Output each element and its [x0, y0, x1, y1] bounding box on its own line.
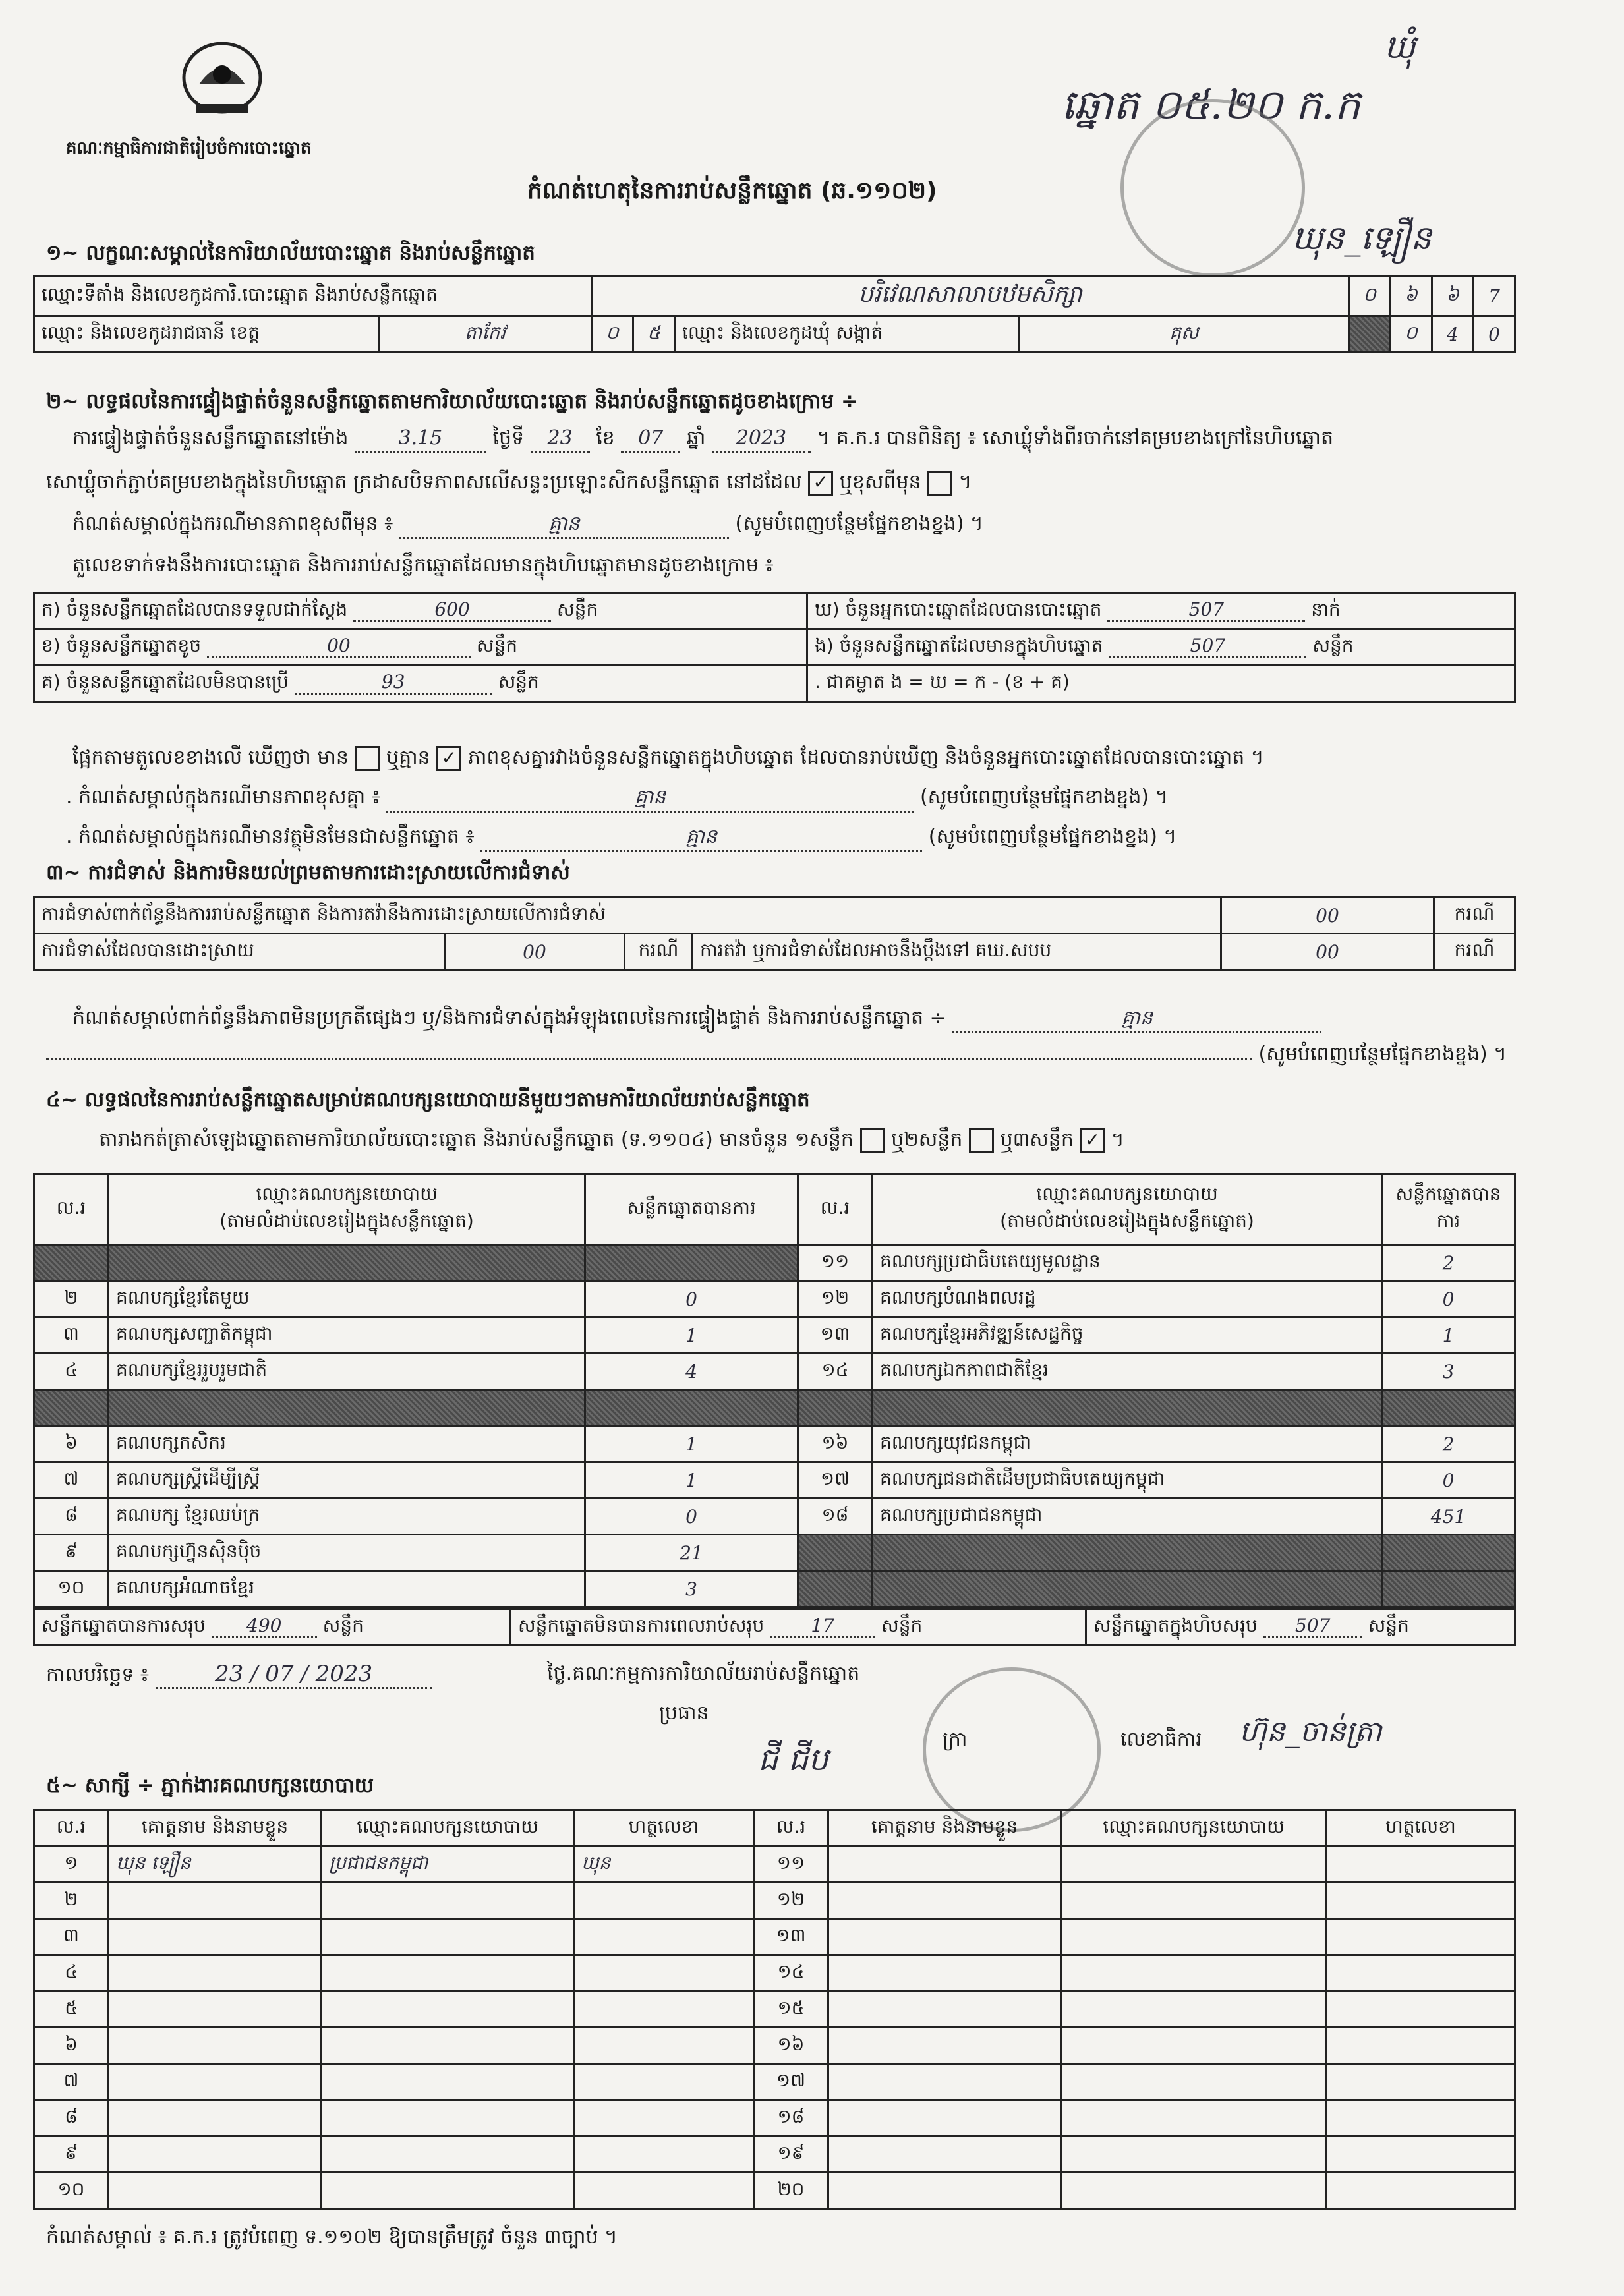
- witness-cell-4: ១៥: [754, 1992, 828, 2028]
- witness-cell-6: [1061, 2100, 1327, 2137]
- witness-cell-6: [1061, 1883, 1327, 1919]
- right-no-cell: [798, 1390, 873, 1426]
- witness-cell-5: [828, 2137, 1061, 2173]
- witness-cell-2: [322, 2028, 574, 2064]
- w-col-no-left: ល.រ: [34, 1810, 109, 1847]
- table-row: [34, 1354, 1515, 1390]
- witness-cell-3: [574, 2137, 754, 2173]
- witness-cell-6: [1061, 2064, 1327, 2100]
- change-note-label: កំណត់សម្គាល់ក្នុងករណីមានភាពខុសពីមុន ៖: [72, 512, 393, 535]
- discrepancy-note: . កំណត់សម្គាល់ក្នុងករណីមានភាពខុសគ្នា ៖ គ្មាន (សូមបំពេញបន្ថែមផ្នែកខាងខ្នង) ។: [66, 784, 1168, 813]
- witness-cell-4: ១៧: [754, 2064, 828, 2100]
- right-votes-cell: 0: [1382, 1281, 1515, 1317]
- province-label: ឈ្មោះ និងលេខកូដរាជធានី ខេត្ត: [34, 316, 379, 353]
- location-code-3: ៦: [1432, 277, 1474, 316]
- witness-cell-3: [574, 2100, 754, 2137]
- witness-cell-1: ឃុន ឡឿន: [109, 1847, 322, 1883]
- witness-cell-7: [1327, 1883, 1515, 1919]
- table-row: [34, 1317, 1515, 1354]
- three-sheet-checkbox[interactable]: ✓: [1080, 1128, 1105, 1153]
- table-row: [34, 1499, 1515, 1535]
- verification-time-label: ការផ្ទៀងផ្ទាត់ចំនួនសន្លឹកឆ្នោតនៅម៉ោង: [72, 426, 349, 449]
- witness-cell-2: [322, 1992, 574, 2028]
- witness-cell-1: [109, 1955, 322, 1992]
- witness-cell-0: ៨: [34, 2100, 109, 2137]
- one-sheet-checkbox[interactable]: [860, 1128, 885, 1153]
- witness-cell-4: ២០: [754, 2173, 828, 2209]
- verification-text: ។ គ.ក.រ បានពិនិត្យ ៖ សោឃ្លុំទាំងពីរចាក់នៅគម្របខាងក្រៅនៃហិបឆ្នោត: [817, 426, 1333, 449]
- right-name-cell: [873, 1571, 1382, 1607]
- witness-cell-6: [1061, 1919, 1327, 1955]
- handwritten-note-2: ឃុំ: [1384, 28, 1416, 66]
- witness-cell-5: [828, 2064, 1061, 2100]
- witness-cell-2: ប្រជាជនកម្ពុជា: [322, 1847, 574, 1883]
- figure-b: ខ) ចំនួនសន្លឹកឆ្នោតខូច 00 សន្លឹក: [34, 629, 807, 666]
- section1-heading: ១~ លក្ខណៈសម្គាល់នៃការិយាល័យបោះឆ្នោត និងរាប់សន្លឹកឆ្នោត: [46, 241, 535, 265]
- w-col-sig-right: ហត្ថលេខា: [1327, 1810, 1515, 1847]
- figure-a: ក) ចំនួនសន្លឹកឆ្នោតដែលបានទទួលជាក់ស្តែង 600 សន្លឹក: [34, 593, 807, 629]
- witness-cell-0: ១: [34, 1847, 109, 1883]
- objection-label: ការជំទាស់ពាក់ព័ន្ធនឹងការរាប់សន្លឹកឆ្នោត និងការតវ៉ានឹងការដោះស្រាយលើការជំទាស់: [34, 898, 1221, 934]
- left-votes-cell: 0: [585, 1281, 798, 1317]
- has-discrepancy-checkbox[interactable]: [355, 746, 380, 771]
- table-row: [34, 2028, 1515, 2064]
- changed-checkbox[interactable]: [927, 471, 952, 496]
- left-name-cell: គណបក្សស្ត្រីដើម្បីស្ត្រី: [109, 1462, 585, 1499]
- left-no-cell: ៩: [34, 1535, 109, 1571]
- left-votes-cell: 1: [585, 1462, 798, 1499]
- witness-cell-2: [322, 2137, 574, 2173]
- left-name-cell: គណបក្ស ខ្មែរឈប់ក្រ: [109, 1499, 585, 1535]
- witness-cell-6: [1061, 1992, 1327, 2028]
- results-table: [33, 1173, 1516, 1608]
- w-col-name-right: គោត្តនាម និងនាមខ្លួន: [828, 1810, 1061, 1847]
- left-name-cell: គណបក្សសញ្ជាតិកម្ពុជា: [109, 1317, 585, 1354]
- witness-cell-6: [1061, 2173, 1327, 2209]
- right-votes-cell: [1382, 1571, 1515, 1607]
- right-votes-cell: 0: [1382, 1462, 1515, 1499]
- irregularity-note: កំណត់សម្គាល់ពាក់ព័ន្ធនឹងភាពមិនប្រក្រតីផ្សេងៗ ឬ/និងការជំទាស់ក្នុងអំឡុងពេលនៃការផ្ទៀងផ្ទាត់ និងការរាប់សន្លឹកឆ្នោត ÷ គ្មាន: [72, 1005, 1321, 1033]
- nec-emblem: [173, 38, 272, 124]
- witness-cell-4: ១១: [754, 1847, 828, 1883]
- witness-cell-3: [574, 1992, 754, 2028]
- w-col-party-left: ឈ្មោះគណបក្សនយោបាយ: [322, 1810, 574, 1847]
- figures-intro: តួលេខទាក់ទងនឹងការបោះឆ្នោត និងការរាប់សន្លឹកឆ្នោតដែលមានក្នុងហិបឆ្នោតមានដូចខាងក្រោម ៖: [72, 554, 774, 577]
- right-no-cell: [798, 1571, 873, 1607]
- location-code-4: 7: [1474, 277, 1515, 316]
- witness-cell-3: [574, 2064, 754, 2100]
- irregularity-note-tail: (សូមបំពេញបន្ថែមផ្នែកខាងខ្នង) ។: [46, 1041, 1507, 1068]
- date-line: កាលបរិច្ឆេទ ៖ 23 / 07 / 2023: [46, 1661, 432, 1689]
- right-no-cell: ១១: [798, 1245, 873, 1281]
- witness-cell-5: [828, 2173, 1061, 2209]
- resolved-case: ករណី: [625, 934, 693, 970]
- section1-table: [33, 275, 1516, 353]
- appeal-case: ករណី: [1434, 934, 1515, 970]
- table-row: [34, 1992, 1515, 2028]
- left-no-cell: ៨: [34, 1499, 109, 1535]
- witness-cell-0: ២: [34, 1883, 109, 1919]
- right-no-cell: ១៧: [798, 1462, 873, 1499]
- year-label: ឆ្នាំ: [686, 426, 706, 449]
- witness-cell-1: [109, 2173, 322, 2209]
- section5-heading: ៥~ សាក្សី ÷ ភ្នាក់ងារគណបក្សនយោបាយ: [46, 1773, 374, 1797]
- left-name-cell: [109, 1390, 585, 1426]
- table-row: [34, 2100, 1515, 2137]
- table-row: [34, 1281, 1515, 1317]
- province-code-2: ៥: [633, 316, 675, 353]
- witness-cell-0: ៩: [34, 2137, 109, 2173]
- total-valid: សន្លឹកឆ្នោតបានការសរុប 490 សន្លឹក: [34, 1609, 511, 1646]
- witness-cell-6: [1061, 1847, 1327, 1883]
- appeal-label: ការតវ៉ា ឬការជំទាស់ដែលអាចនឹងប្តឹងទៅ គឃ.សបប: [693, 934, 1221, 970]
- witness-cell-5: [828, 1847, 1061, 1883]
- left-votes-cell: 3: [585, 1571, 798, 1607]
- right-name-cell: គណបក្សជនជាតិដើមប្រជាធិបតេយ្យកម្ពុជា: [873, 1462, 1382, 1499]
- changed-label: ឬខុសពីមុន: [839, 471, 921, 494]
- location-code-2: ៦: [1391, 277, 1432, 316]
- figure-d: ឃ) ចំនួនអ្នកបោះឆ្នោតដែលបានបោះឆ្នោត 507 នាក់: [807, 593, 1515, 629]
- committee-label: ថ្ងៃ.គណៈកម្មការការិយាល័យរាប់សន្លឹកឆ្នោត: [547, 1662, 860, 1685]
- objection-value: 00: [1221, 898, 1434, 934]
- witness-cell-2: [322, 1955, 574, 1992]
- witness-cell-4: ១៦: [754, 2028, 828, 2064]
- witness-cell-1: [109, 1919, 322, 1955]
- witness-cell-6: [1061, 1955, 1327, 1992]
- witness-cell-3: [574, 1883, 754, 1919]
- witness-cell-1: [109, 1992, 322, 2028]
- change-note-value: គ្មាន: [399, 511, 729, 539]
- witness-cell-7: [1327, 1919, 1515, 1955]
- foreign-object-note: . កំណត់សម្គាល់ក្នុងករណីមានវត្ថុមិនមែនជាសន្លឹកឆ្នោត ៖ គ្មាន (សូមបំពេញបន្ថែមផ្នែកខាងខ្នង) ។: [66, 824, 1176, 852]
- seal-text: សោឃ្លុំចាក់ភ្ជាប់គម្របខាងក្នុងនៃហិបឆ្នោត ក្រដាសបិទភាពសលើសន្ទះប្រឡោះសិកសន្លឹកឆ្នោត នៅដដែល: [46, 471, 802, 494]
- right-name-cell: គណបក្សខ្មែរអភិវឌ្ឍន៍សេដ្ឋកិច្ច: [873, 1317, 1382, 1354]
- right-no-cell: ១៣: [798, 1317, 873, 1354]
- witness-cell-4: ១៣: [754, 1919, 828, 1955]
- verification-month: 07: [621, 425, 680, 453]
- left-no-cell: ៦: [34, 1426, 109, 1462]
- table-row: [34, 1847, 1515, 1883]
- w-col-name-left: គោត្តនាម និងនាមខ្លួន: [109, 1810, 322, 1847]
- witness-cell-4: ១៨: [754, 2100, 828, 2137]
- commune-code-2: ០: [1391, 316, 1432, 353]
- witness-cell-6: [1061, 2137, 1327, 2173]
- witness-cell-1: [109, 2064, 322, 2100]
- witness-cell-1: [109, 1883, 322, 1919]
- witness-cell-0: ៧: [34, 2064, 109, 2100]
- verification-time: 3.15: [355, 425, 486, 453]
- col-no-left: ល.រ: [34, 1174, 109, 1245]
- witness-cell-2: [322, 2064, 574, 2100]
- left-votes-cell: [585, 1390, 798, 1426]
- secretary-signature: ហ៊ុន_ចាន់ត្រា: [1239, 1715, 1382, 1748]
- section4-heading: ៤~ លទ្ធផលនៃការរាប់សន្លឹកឆ្នោតសម្រាប់គណបក្សនយោបាយនីមួយៗតាមការិយាល័យរាប់សន្លឹកឆ្នោត: [46, 1088, 810, 1112]
- witness-cell-4: ១៤: [754, 1955, 828, 1992]
- figure-e: ង) ចំនួនសន្លឹកឆ្នោតដែលមានក្នុងហិបឆ្នោត 507 សន្លឹក: [807, 629, 1515, 666]
- right-name-cell: [873, 1535, 1382, 1571]
- witness-cell-3: [574, 1919, 754, 1955]
- witness-cell-3: [574, 2028, 754, 2064]
- month-label: ខែ: [596, 426, 615, 449]
- table-row: [34, 1390, 1515, 1426]
- verification-year: 2023: [712, 425, 811, 453]
- right-name-cell: គណបក្សយុវជនកម្ពុជា: [873, 1426, 1382, 1462]
- left-name-cell: គណបក្សខ្មែររួបរួមជាតិ: [109, 1354, 585, 1390]
- witness-cell-7: [1327, 1955, 1515, 1992]
- official-stamp-top: [1120, 99, 1305, 277]
- gap-formula: . ជាគម្លាត ង = ឃ = ក - (ខ + គ): [807, 666, 1515, 702]
- table-row: [34, 1955, 1515, 1992]
- witness-cell-1: [109, 2028, 322, 2064]
- verification-day: 23: [531, 425, 590, 453]
- left-no-cell: ៧: [34, 1462, 109, 1499]
- section3-heading: ៣~ ការជំទាស់ និងការមិនយល់ព្រមតាមការដោះស្រាយលើការជំទាស់: [46, 861, 570, 884]
- witness-cell-0: ៤: [34, 1955, 109, 1992]
- witness-cell-4: ១៩: [754, 2137, 828, 2173]
- seal-line: សោឃ្លុំចាក់ភ្ជាប់គម្របខាងក្នុងនៃហិបឆ្នោត ក្រដាសបិទភាពសលើសន្ទះប្រឡោះសិកសន្លឹកឆ្នោត នៅដដែល ✓ ឬខុសពីមុន ។: [46, 469, 972, 496]
- left-name-cell: គណបក្សខ្មែរតែមួយ: [109, 1281, 585, 1317]
- right-votes-cell: 3: [1382, 1354, 1515, 1390]
- right-name-cell: គណបក្សបំណងពលរដ្ឋ: [873, 1281, 1382, 1317]
- col-votes-right: សន្លឹកឆ្នោតបានការ: [1382, 1174, 1515, 1245]
- table-row: [34, 1919, 1515, 1955]
- commune-code-3: 4: [1432, 316, 1474, 353]
- witness-cell-7: [1327, 2064, 1515, 2100]
- left-votes-cell: 4: [585, 1354, 798, 1390]
- col-votes-left: សន្លឹកឆ្នោតបានការ: [585, 1174, 798, 1245]
- verification-line: [72, 425, 1333, 453]
- table-row: [34, 1535, 1515, 1571]
- total-invalid: សន្លឹកឆ្នោតមិនបានការពេលរាប់សរុប 17 សន្លឹក: [511, 1609, 1086, 1646]
- chair-label: ប្រធាន: [659, 1702, 709, 1725]
- left-no-cell: ២: [34, 1281, 109, 1317]
- right-votes-cell: [1382, 1535, 1515, 1571]
- right-votes-cell: 2: [1382, 1245, 1515, 1281]
- right-no-cell: ១៤: [798, 1354, 873, 1390]
- witness-cell-7: [1327, 2137, 1515, 2173]
- witness-cell-1: [109, 2100, 322, 2137]
- total-box: សន្លឹកឆ្នោតក្នុងហិបសរុប 507 សន្លឹក: [1086, 1609, 1515, 1646]
- member-label: ក្រា: [942, 1728, 968, 1751]
- commune-label: ឈ្មោះ និងលេខកូដឃុំ សង្កាត់: [675, 316, 1020, 353]
- location-label: ឈ្មោះទីតាំង និងលេខកូដការិ.បោះឆ្នោត និងរាប់សន្លឹកឆ្នោត: [34, 277, 592, 316]
- left-votes-cell: 0: [585, 1499, 798, 1535]
- witness-cell-0: ៣: [34, 1919, 109, 1955]
- commune-code-1: [1349, 316, 1391, 353]
- totals-table: [33, 1608, 1516, 1646]
- right-no-cell: ១៦: [798, 1426, 873, 1462]
- chair-signature: ជី ជីប: [758, 1741, 828, 1778]
- witness-cell-4: ១២: [754, 1883, 828, 1919]
- witness-cell-5: [828, 1883, 1061, 1919]
- col-party-left: ឈ្មោះគណបក្សនយោបាយ (តាមលំដាប់លេខរៀងក្នុងសន្លឹកឆ្នោត): [109, 1174, 585, 1245]
- appeal-value: 00: [1221, 934, 1434, 970]
- right-name-cell: គណបក្សប្រជាជនកម្ពុជា: [873, 1499, 1382, 1535]
- witness-cell-7: [1327, 1847, 1515, 1883]
- left-votes-cell: 1: [585, 1317, 798, 1354]
- section2-heading: ២~ លទ្ធផលនៃការផ្ទៀងផ្ទាត់ចំនួនសន្លឹកឆ្នោតតាមការិយាល័យបោះឆ្នោត និងរាប់សន្លឹកឆ្នោតដូចខាងក្រោម ÷: [46, 389, 858, 413]
- no-discrepancy-checkbox[interactable]: ✓: [436, 746, 461, 771]
- witness-cell-7: [1327, 2100, 1515, 2137]
- left-name-cell: គណបក្សហ្វ៊ុនស៊ិនប៉ិច: [109, 1535, 585, 1571]
- right-no-cell: ១៨: [798, 1499, 873, 1535]
- figures-table: [33, 592, 1516, 703]
- right-name-cell: គណបក្សប្រជាធិបតេយ្យមូលដ្ឋាន: [873, 1245, 1382, 1281]
- left-no-cell: ១០: [34, 1571, 109, 1607]
- witness-cell-5: [828, 2028, 1061, 2064]
- resolved-value: 00: [445, 934, 625, 970]
- witness-cell-5: [828, 1992, 1061, 2028]
- table-row: [34, 2173, 1515, 2209]
- w-col-no-right: ល.រ: [754, 1810, 828, 1847]
- witness-cell-3: [574, 1955, 754, 1992]
- right-no-cell: ១២: [798, 1281, 873, 1317]
- figure-c: គ) ចំនួនសន្លឹកឆ្នោតដែលមិនបានប្រើ 93 សន្លឹក: [34, 666, 807, 702]
- change-note-tail: (សូមបំពេញបន្ថែមផ្នែកខាងខ្នង) ។: [735, 512, 983, 535]
- committee-name: គណៈកម្មាធិការជាតិរៀបចំការបោះឆ្នោត: [66, 138, 312, 158]
- left-no-cell: [34, 1245, 109, 1281]
- commune-code-4: 0: [1474, 316, 1515, 353]
- commune-value: គុស: [1020, 316, 1349, 353]
- handwritten-note: ឆ្នោត ០៥.២០ ក.ក: [1061, 80, 1361, 129]
- right-name-cell: គណបក្សឯកភាពជាតិខ្មែរ: [873, 1354, 1382, 1390]
- w-col-sig-left: ហត្ថលេខា: [574, 1810, 754, 1847]
- witness-cell-5: [828, 1919, 1061, 1955]
- table-row: [34, 1245, 1515, 1281]
- secretary-label: លេខាធិការ: [1120, 1728, 1202, 1751]
- right-votes-cell: 2: [1382, 1426, 1515, 1462]
- right-votes-cell: 1: [1382, 1317, 1515, 1354]
- witness-cell-2: [322, 1919, 574, 1955]
- table-row: [34, 2137, 1515, 2173]
- witness-cell-7: [1327, 1992, 1515, 2028]
- change-note-line: [72, 511, 983, 539]
- left-no-cell: [34, 1390, 109, 1426]
- table-row: [34, 1426, 1515, 1462]
- right-votes-cell: 451: [1382, 1499, 1515, 1535]
- right-name-cell: [873, 1390, 1382, 1426]
- location-code-1: ០: [1349, 277, 1391, 316]
- left-name-cell: [109, 1245, 585, 1281]
- right-votes-cell: [1382, 1390, 1515, 1426]
- witness-cell-7: [1327, 2173, 1515, 2209]
- left-no-cell: ៣: [34, 1317, 109, 1354]
- witness-cell-0: ៥: [34, 1992, 109, 2028]
- page-title: កំណត់ហេតុនៃការរាប់សន្លឹកឆ្នោត (ឆ.១១០២): [527, 177, 937, 204]
- table-row: [34, 2064, 1515, 2100]
- witness-table: [33, 1809, 1516, 2210]
- province-code-1: ០: [592, 316, 633, 353]
- left-votes-cell: [585, 1245, 798, 1281]
- witness-cell-2: [322, 2100, 574, 2137]
- left-votes-cell: 1: [585, 1426, 798, 1462]
- w-col-party-right: ឈ្មោះគណបក្សនយោបាយ: [1061, 1810, 1327, 1847]
- witness-cell-5: [828, 2100, 1061, 2137]
- handwritten-name-top: ឃុន_ឡឿន: [1292, 219, 1432, 257]
- discrepancy-line: ផ្អែកតាមតួលេខខាងលើ ឃើញថា មាន ឬគ្មាន ✓ ភាពខុសគ្នារវាងចំនួនសន្លឹកឆ្នោតក្នុងហិបឆ្នោត ដែលបានរាប់ឃើញ និងចំនួនអ្នកបោះឆ្នោតដែលបានបោះឆ្នោត ។: [72, 745, 1264, 771]
- col-party-right: ឈ្មោះគណបក្សនយោបាយ (តាមលំដាប់លេខរៀងក្នុងសន្លឹកឆ្នោត): [873, 1174, 1382, 1245]
- table-row: [34, 1571, 1515, 1607]
- table-row: [34, 1462, 1515, 1499]
- left-votes-cell: 21: [585, 1535, 798, 1571]
- left-name-cell: គណបក្សអំណាចខ្មែរ: [109, 1571, 585, 1607]
- witness-cell-6: [1061, 2028, 1327, 2064]
- same-checkbox[interactable]: ✓: [808, 471, 833, 496]
- tally-sheet-line: តារាងកត់ត្រាសំឡេងឆ្នោតតាមការិយាល័យបោះឆ្នោត និងរាប់សន្លឹកឆ្នោត (ទ.១១០៤) មានចំនួន ១សន្លឹក ឬ២សន្លឹក ឬ៣សន្លឹក ✓ ។: [99, 1127, 1124, 1153]
- province-value: តាកែវ: [379, 316, 592, 353]
- two-sheet-checkbox[interactable]: [969, 1128, 994, 1153]
- witness-cell-5: [828, 1955, 1061, 1992]
- location-value: បរិវេណសាលាបឋមសិក្សា: [592, 277, 1349, 316]
- witness-cell-3: [574, 2173, 754, 2209]
- witness-cell-0: ១០: [34, 2173, 109, 2209]
- col-no-right: ល.រ: [798, 1174, 873, 1245]
- right-no-cell: [798, 1535, 873, 1571]
- footer-note: កំណត់សម្គាល់ ៖ គ.ក.រ ត្រូវបំពេញ ទ.១១០២ ឱ្យបានត្រឹមត្រូវ ចំនួន ៣ច្បាប់ ។: [46, 2225, 618, 2249]
- witness-cell-7: [1327, 2028, 1515, 2064]
- resolved-label: ការជំទាស់ដែលបានដោះស្រាយ: [34, 934, 445, 970]
- left-no-cell: ៤: [34, 1354, 109, 1390]
- witness-cell-0: ៦: [34, 2028, 109, 2064]
- day-label: ថ្ងៃទី: [492, 426, 525, 449]
- left-name-cell: គណបក្សកសិករ: [109, 1426, 585, 1462]
- witness-cell-2: [322, 1883, 574, 1919]
- objections-table: [33, 896, 1516, 971]
- witness-cell-3: ឃុន: [574, 1847, 754, 1883]
- witness-cell-1: [109, 2137, 322, 2173]
- objection-case: ករណី: [1434, 898, 1515, 934]
- witness-cell-2: [322, 2173, 574, 2209]
- table-row: [34, 1883, 1515, 1919]
